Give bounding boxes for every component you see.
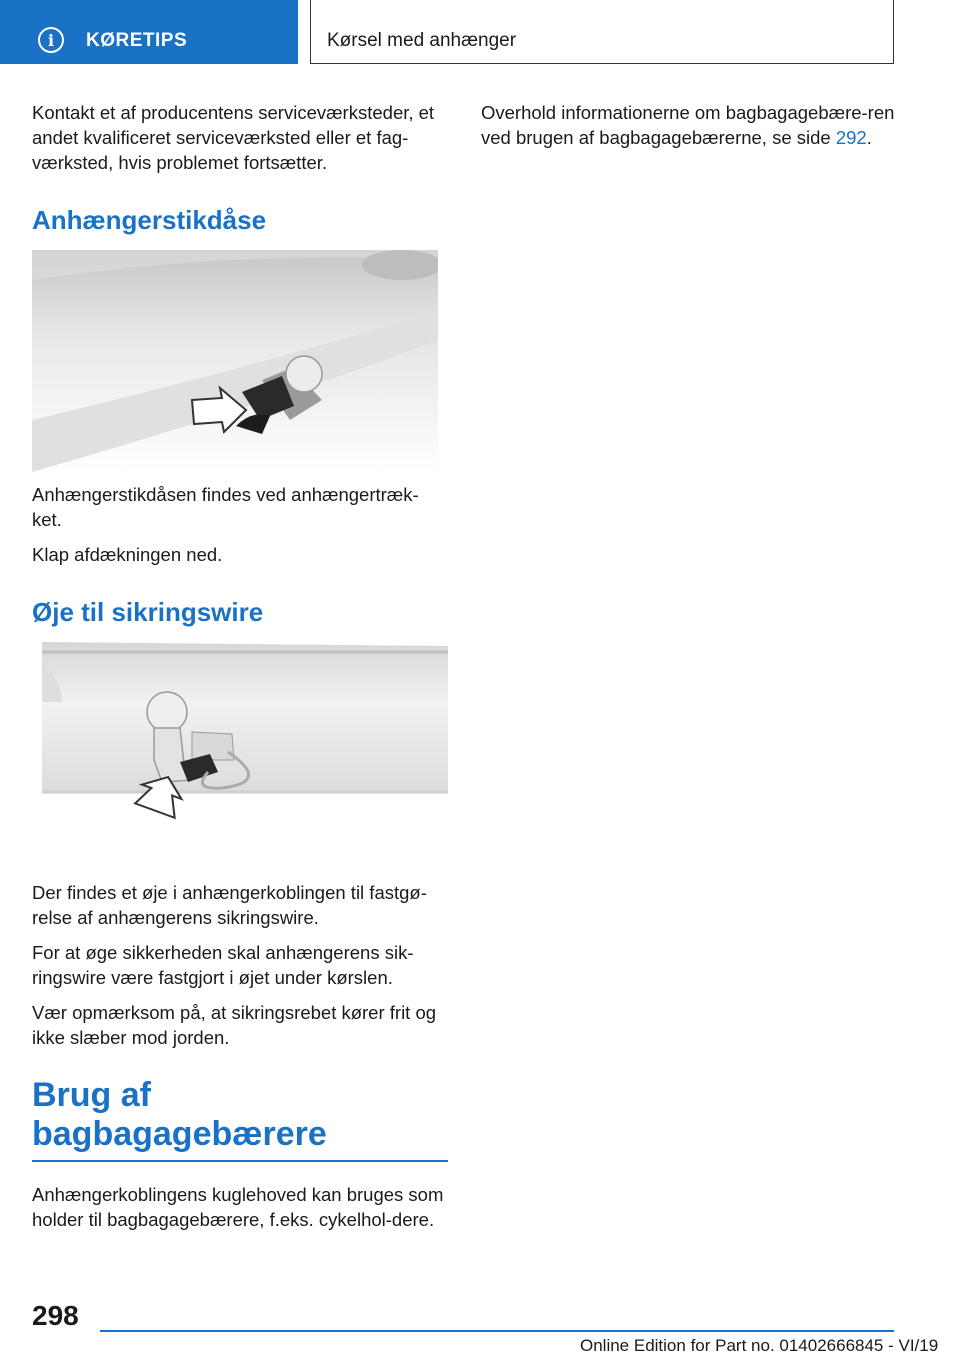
right-column (481, 100, 897, 160)
page-number: 298 (32, 1300, 79, 1331)
eye-paragraph-3: Vær opmærksom på, at sikringsrebet kører frit og ikke slæber mod jorden. (32, 1002, 437, 1048)
chapter-title: Kørsel med anhænger (327, 30, 517, 51)
socket-paragraph-1: Anhængerstikdåsen findes ved anhængertræk-ket. (32, 484, 419, 530)
chapter-header (310, 0, 894, 64)
rack-info-paragraph (481, 100, 897, 150)
rack-paragraph-1: Anhængerkoblingens kuglehoved kan bruges som holder til bagbagagebærere, f.eks. cykelhol-dere. (32, 1184, 444, 1230)
page-link[interactable]: 292 (835, 127, 867, 148)
section-heading-socket: Anhængerstikdåse (32, 205, 267, 235)
section-tab-label: KØRETIPS (86, 30, 188, 51)
footer-divider (100, 1330, 894, 1332)
eye-paragraph-1: Der findes et øje i anhængerkoblingen til fastgø-relse af anhængerens sikringswire. (32, 882, 427, 928)
section-heading-rack: Brug af bagbagagebærere (32, 1076, 448, 1162)
safety-wire-eye-illustration (32, 642, 448, 842)
edition-text: Online Edition for Part no. 01402666845 - VI/19 (580, 1336, 939, 1355)
intro-paragraph: Kontakt et af producentens serviceværksteder, et andet kvalificeret serviceværksted eller et fag-værksted, hvis problemet fortsætter. (32, 102, 435, 173)
info-icon: i (38, 27, 64, 53)
left-column (32, 100, 448, 1242)
section-tab[interactable] (0, 0, 298, 64)
section-heading-eye: Øje til sikringswire (32, 597, 264, 627)
trailer-socket-illustration (32, 250, 438, 472)
socket-paragraph-2: Klap afdækningen ned. (32, 544, 223, 565)
rack-info-end: . (866, 127, 872, 148)
rack-info-text: Overhold informationerne om bagbagagebære-ren ved brugen af bagbagagebærerne, se side (481, 102, 895, 148)
eye-paragraph-2: For at øge sikkerheden skal anhængerens sik-ringswire være fastgjort i øjet under kørslen. (32, 942, 414, 988)
